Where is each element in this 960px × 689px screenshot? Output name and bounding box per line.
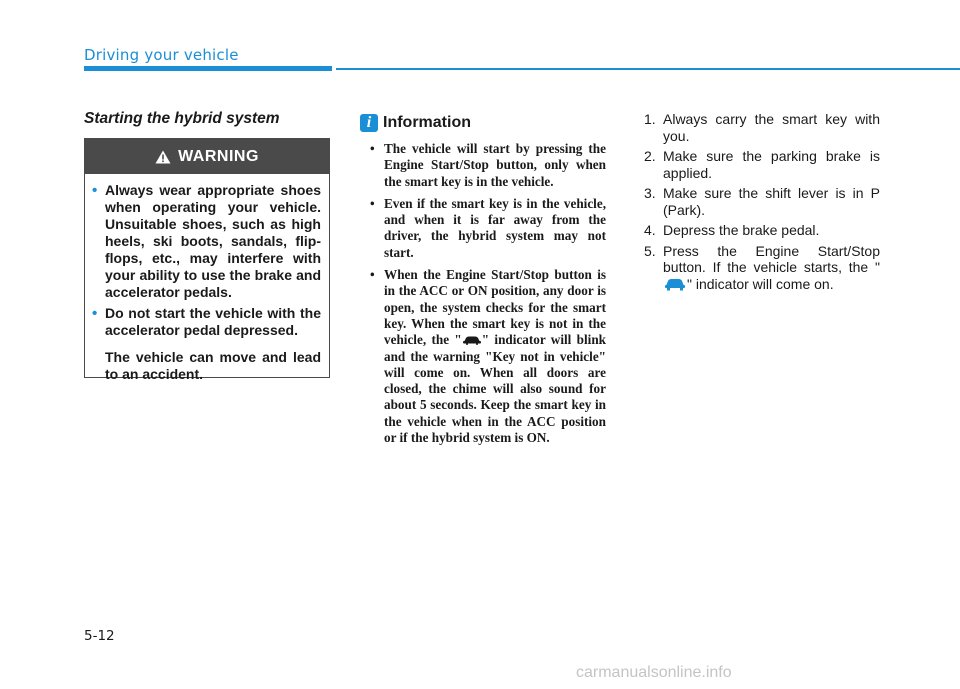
list-item-text: The vehicle will start by pressing the Engine Start/Stop button, only when the smart key is in the vehicle.	[384, 141, 606, 189]
warning-item	[92, 305, 321, 339]
bullet-icon: •	[92, 182, 98, 199]
warning-header	[85, 139, 329, 174]
list-item	[644, 222, 880, 239]
step-text: Make sure the shift lever is in P (Park).	[663, 185, 880, 218]
page-number: 5-12	[84, 628, 115, 644]
info-icon: i	[360, 114, 378, 132]
list-item	[370, 196, 606, 261]
step-text: Always carry the smart key with you.	[663, 111, 880, 144]
information-list	[370, 141, 606, 452]
steps-list	[644, 111, 880, 296]
header-rule-thick	[84, 66, 332, 71]
warning-label: WARNING	[178, 147, 259, 165]
list-item	[370, 267, 606, 446]
warning-note: The vehicle can move and lead to an accident.	[105, 349, 321, 382]
section-header-title: Driving your vehicle	[84, 46, 239, 64]
section-title: Starting the hybrid system	[84, 110, 280, 127]
list-item-text: Even if the smart key is in the vehicle, and when it is far away from the driver, the hybrid system may not start.	[384, 195, 606, 260]
warning-box	[84, 138, 330, 382]
warning-item-text: Always wear appropriate shoes when operating your vehicle. Unsuitable shoes, such as high heels, ski boots, sandals, flip-flops, etc., may interfere with your ability to use the brake and accelerator pedals.	[105, 182, 321, 300]
watermark: carmanualsonline.info	[576, 664, 732, 681]
bullet-icon: •	[370, 141, 375, 156]
list-item	[644, 148, 880, 181]
car-indicator-icon	[462, 335, 482, 345]
warning-body	[85, 174, 329, 383]
list-item	[644, 185, 880, 218]
step-text: Depress the brake pedal.	[663, 222, 820, 238]
step-number: 3.	[644, 185, 656, 201]
warning-item	[92, 182, 321, 301]
warning-triangle-icon	[155, 150, 171, 164]
step-number: 4.	[644, 222, 656, 238]
step-text: Make sure the parking brake is applied.	[663, 148, 880, 181]
list-item	[644, 111, 880, 144]
step-number: 5.	[644, 242, 656, 259]
list-item	[370, 141, 606, 190]
header-rule-thin	[336, 68, 960, 70]
bullet-icon: •	[92, 305, 98, 322]
information-title: Information	[383, 114, 471, 131]
warning-item-text: Do not start the vehicle with the accelerator pedal depressed.	[105, 305, 321, 338]
car-indicator-icon	[663, 277, 687, 291]
step-text: " indicator will come on.	[687, 275, 834, 292]
step-text: Press the Engine Start/Stop button. If the vehicle starts, the "	[663, 242, 880, 275]
step-number: 1.	[644, 111, 656, 127]
bullet-icon: •	[370, 195, 375, 211]
information-header	[360, 114, 471, 132]
list-item-text: " indicator will blink and the warning "Key not in vehicle" will come on. When all doors are closed, the chime will also sound for about 5 seconds. Keep the smart key in the vehicle when in the ACC position or if the hybrid system is ON.	[384, 332, 607, 446]
step-number: 2.	[644, 148, 656, 164]
list-item-text: When the Engine Start/Stop button is in the ACC or ON position, any door is open, the system checks for the smart key. When the smart key is not in the vehicle, the "	[384, 267, 606, 348]
bullet-icon: •	[370, 267, 375, 283]
list-item	[644, 243, 880, 293]
